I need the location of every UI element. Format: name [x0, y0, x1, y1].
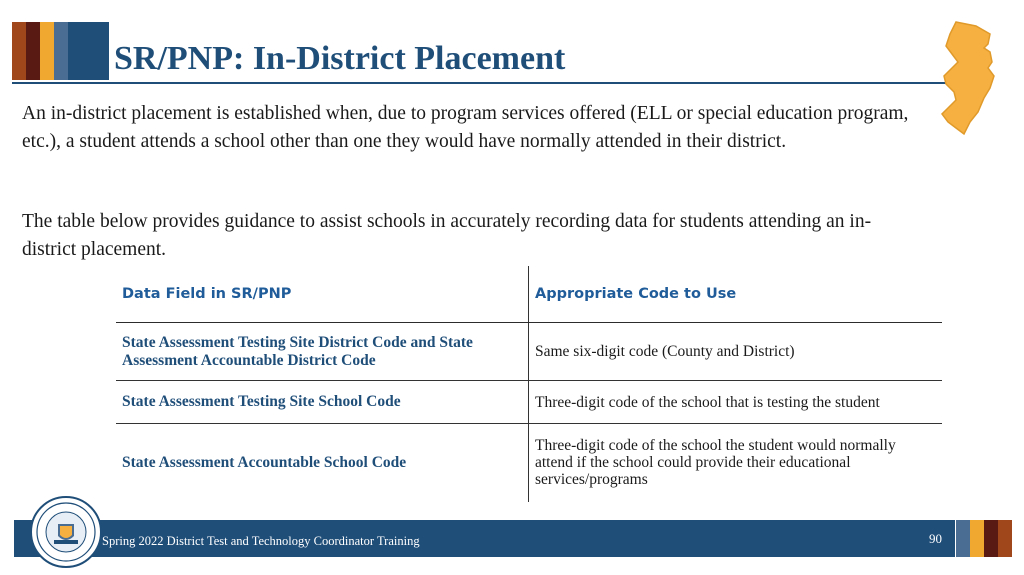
- placement-guidance-table: [116, 266, 942, 502]
- footer-stripe-dark: [984, 520, 998, 557]
- table-header-row: [116, 266, 942, 323]
- footer-stripe-slate: [956, 520, 970, 557]
- table-row: [116, 323, 942, 381]
- guidance-paragraph: The table below provides guidance to assist schools in accurately recording data for students attending an in-district placement.: [22, 211, 872, 260]
- title-underline: [12, 82, 964, 84]
- header-appropriate-code: Appropriate Code to Use: [529, 266, 943, 323]
- table-row: [116, 424, 942, 502]
- header-stripe-slate: [54, 22, 68, 80]
- header-stripe-dark: [26, 22, 40, 80]
- footer-stripe-gold: [970, 520, 984, 557]
- row-code-cell: Same six-digit code (County and District): [529, 323, 943, 381]
- row-field-cell: State Assessment Testing Site School Code: [116, 381, 529, 424]
- header-stripe-blue: [68, 22, 109, 80]
- table-row: [116, 381, 942, 424]
- header-data-field: Data Field in SR/PNP: [116, 266, 529, 323]
- footer-stripe-rust: [998, 520, 1012, 557]
- slide-title: SR/PNP: In-District Placement: [114, 40, 566, 77]
- row-field-cell: State Assessment Accountable School Code: [122, 453, 407, 471]
- header-stripe-gold: [40, 22, 54, 80]
- footer-training-label: Spring 2022 District Test and Technology Coordinator Training: [102, 534, 420, 548]
- page-number: 90: [929, 531, 942, 546]
- row-code-cell: Three-digit code of the school that is testing the student: [529, 381, 943, 424]
- row-code-cell: Three-digit code of the school the student would normally attend if the school could provide their educational services/programs: [529, 424, 943, 502]
- intro-paragraph: An in-district placement is established when, due to program services offered (ELL or special education program, etc.), a student attends a school other than one they would have normally attended in their district.: [22, 103, 909, 152]
- row-field-cell: State Assessment Testing Site District Code and State Assessment Accountable District Code: [116, 323, 529, 381]
- new-jersey-map-icon: [938, 18, 1004, 138]
- header-stripe-rust: [12, 22, 26, 80]
- nj-department-of-education-seal-icon: [30, 496, 102, 568]
